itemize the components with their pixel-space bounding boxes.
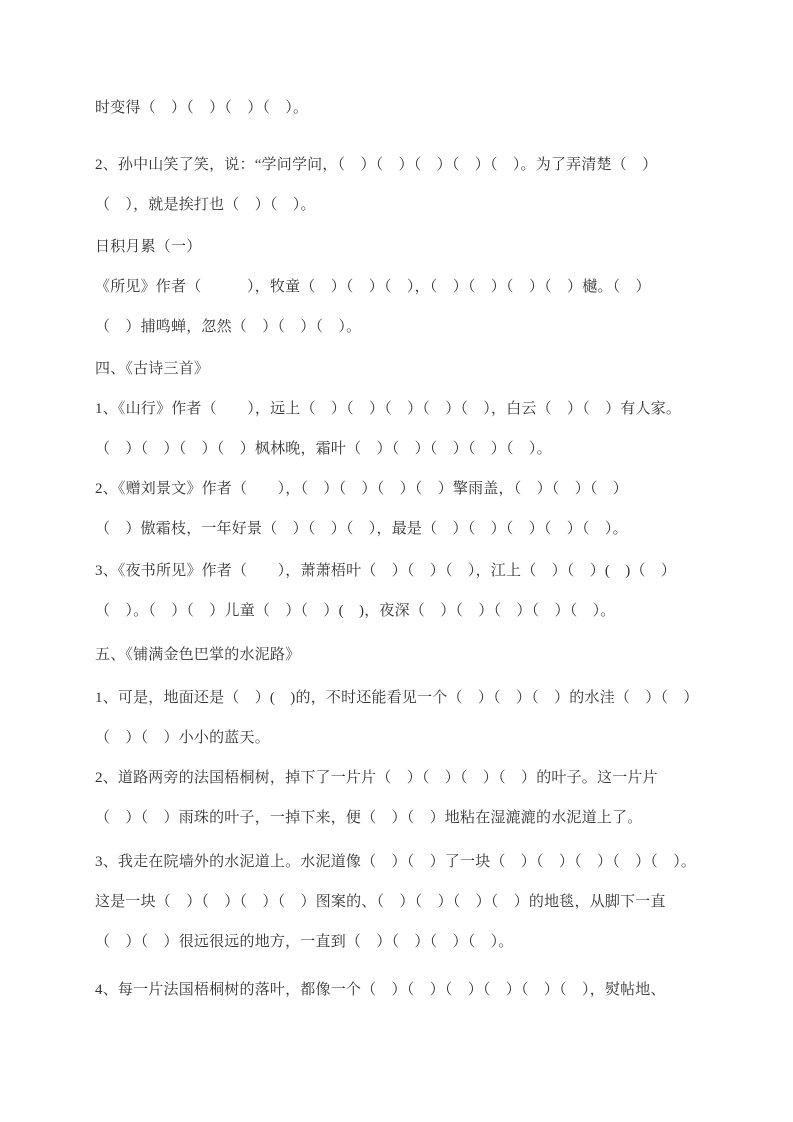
worksheet-line: 2、孙中山笑了笑，说：“学问学问，（ ）（ ）（ ）（ ）（ ）。为了弄清楚（ ） xyxy=(95,157,658,173)
item-zeng-liu-jingwen xyxy=(95,469,740,549)
item-sun-zhongshan xyxy=(95,145,740,225)
heading-section-five xyxy=(95,635,740,675)
worksheet-line: 3、我走在院墙外的水泥道上。水泥道像（ ）（ ）了一块（ ）（ ）（ ）（ ）（ ）。 xyxy=(95,854,697,870)
item-suojian xyxy=(95,267,740,347)
worksheet-line: （ ）傲霜枝，一年好景（ ）（ ）（ ），最是（ ）（ ）（ ）（ ）（ ）。 xyxy=(95,521,628,537)
section-heading: 四、《古诗三首》 xyxy=(95,361,210,377)
worksheet-line: 《所见》作者（ ），牧童（ ）（ ）（ ），（ ）（ ）（ ）（ ）樾。（ ） xyxy=(95,279,651,295)
worksheet-line: （ ）（ ）雨珠的叶子，一掉下来，便（ ）（ ）地粘在湿漉漉的水泥道上了。 xyxy=(95,810,643,826)
section-heading: 日积月累（一） xyxy=(95,239,202,255)
item-meiyipian xyxy=(95,970,740,1010)
worksheet-line: 1、可是，地面还是（ ）( )的，不时还能看见一个（ ）（ ）（ ）的水洼（ ）（ ） xyxy=(95,690,699,706)
worksheet-line: 2、《赠刘景文》作者（ ），（ ）（ ）（ ）（ ）擎雨盖，（ ）（ ）（ ） xyxy=(95,481,629,497)
heading-riji-yuelei xyxy=(95,227,740,267)
item-wozou xyxy=(95,842,740,962)
worksheet-line: （ ），就是挨打也（ ）（ ）。 xyxy=(95,197,316,213)
worksheet-line: （ ）捕鸣蝉，忽然（ ）（ ）（ ）。 xyxy=(95,319,362,335)
item-daolu-liangpang xyxy=(95,758,740,838)
item-yeshu-suojian xyxy=(95,551,740,631)
worksheet-line: 这是一块（ ）（ ）（ ）（ ）图案的、（ ）（ ）（ ）（ ）的地毯，从脚下一直 xyxy=(95,894,666,910)
item-shanxing xyxy=(95,389,740,469)
worksheet-line: （ ）（ ）小小的蓝天。 xyxy=(95,730,270,746)
worksheet-line: （ ）（ ）很远很远的地方，一直到（ ）（ ）（ ）（ ）。 xyxy=(95,934,514,950)
worksheet-content xyxy=(95,88,740,1010)
worksheet-line: 1、《山行》作者（ ），远上（ ）（ ）（ ）（ ）（ ），白云（ ）（ ）有人家。 xyxy=(95,401,682,417)
worksheet-line: 2、道路两旁的法国梧桐树，掉下了一片片（ ）（ ）（ ）（ ）的叶子。这一片片 xyxy=(95,770,658,786)
item-keshi xyxy=(95,678,740,758)
paragraph-continuation xyxy=(95,88,740,128)
section-heading: 五、《铺满金色巴掌的水泥路》 xyxy=(95,647,301,663)
worksheet-line: 时变得（ ）（ ）（ ）（ ）。 xyxy=(95,100,309,116)
worksheet-line: （ ）。（ ）（ ）儿童（ ）（ ）( )，夜深（ ）（ ）（ ）（ ）（ ）。 xyxy=(95,603,616,619)
worksheet-line: 4、每一片法国梧桐树的落叶，都像一个（ ）（ ）（ ）（ ）（ ）（ ），熨帖地、 xyxy=(95,982,666,998)
worksheet-line: 3、《夜书所见》作者（ ），萧萧梧叶（ ）（ ）（ ），江上（ ）（ ）( )（ ） xyxy=(95,563,677,579)
heading-section-four xyxy=(95,349,740,389)
worksheet-line: （ ）（ ）（ ）（ ）枫林晚，霜叶（ ）（ ）（ ）（ ）（ ）。 xyxy=(95,441,552,457)
